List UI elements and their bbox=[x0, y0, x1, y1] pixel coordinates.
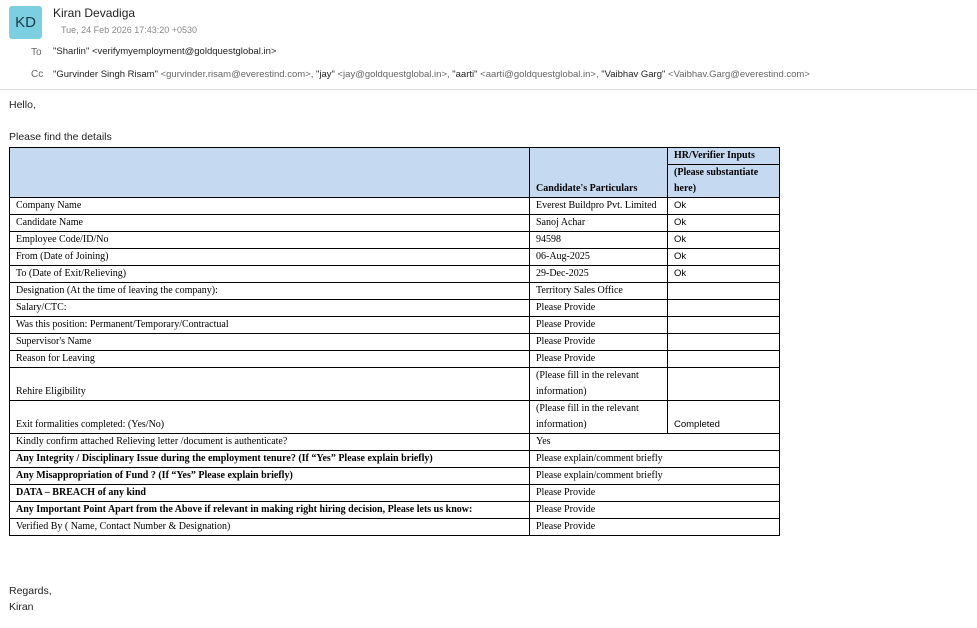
row-value: Please Provide bbox=[530, 351, 668, 368]
table-row bbox=[10, 468, 780, 485]
recipient-name[interactable]: "aarti" bbox=[452, 69, 478, 80]
row-value: Please Provide bbox=[530, 502, 780, 519]
row-value: Please Provide bbox=[530, 485, 780, 502]
intro-text: Please find the details bbox=[9, 131, 112, 143]
row-label: Any Integrity / Disciplinary Issue during the employment tenure? (If “Yes” Please explain briefly) bbox=[10, 451, 530, 468]
row-label: Rehire Eligibility bbox=[10, 368, 530, 401]
sender-name[interactable]: Kiran Devadiga bbox=[53, 6, 136, 20]
row-value: 29-Dec-2025 bbox=[530, 266, 668, 283]
header-hr-sub: (Please substantiate here) bbox=[668, 165, 780, 198]
row-value: Please explain/comment briefly bbox=[530, 451, 780, 468]
table-row bbox=[10, 451, 780, 468]
table-row bbox=[10, 434, 780, 451]
row-hr-input: Ok bbox=[668, 215, 780, 232]
table-row bbox=[10, 283, 780, 300]
to-label: To bbox=[31, 47, 42, 58]
row-hr-input: Ok bbox=[668, 249, 780, 266]
table-row bbox=[10, 485, 780, 502]
greeting: Hello, bbox=[9, 99, 36, 111]
row-hr-input bbox=[668, 317, 780, 334]
row-label: Verified By ( Name, Contact Number & Designation) bbox=[10, 519, 530, 536]
row-label: Any Misappropriation of Fund ? (If “Yes” Please explain briefly) bbox=[10, 468, 530, 485]
recipient-email: <aarti@goldquestglobal.in>, bbox=[477, 69, 602, 80]
row-hr-input bbox=[668, 351, 780, 368]
row-label: Designation (At the time of leaving the company): bbox=[10, 283, 530, 300]
table-row bbox=[10, 300, 780, 317]
table-row bbox=[10, 368, 780, 401]
row-value: Please Provide bbox=[530, 300, 668, 317]
row-hr-input: Completed bbox=[668, 401, 780, 434]
row-value: (Please fill in the relevant information) bbox=[530, 368, 668, 401]
row-value: Yes bbox=[530, 434, 780, 451]
table-row bbox=[10, 317, 780, 334]
row-label: To (Date of Exit/Relieving) bbox=[10, 266, 530, 283]
row-value: Please explain/comment briefly bbox=[530, 468, 780, 485]
row-label: From (Date of Joining) bbox=[10, 249, 530, 266]
recipient-name[interactable]: "Vaibhav Garg" bbox=[601, 69, 666, 80]
row-hr-input bbox=[668, 300, 780, 317]
row-label: Reason for Leaving bbox=[10, 351, 530, 368]
table-row bbox=[10, 249, 780, 266]
table-row bbox=[10, 351, 780, 368]
row-value: Please Provide bbox=[530, 519, 780, 536]
header-blank bbox=[10, 148, 530, 198]
row-label: Employee Code/ID/No bbox=[10, 232, 530, 249]
details-table bbox=[9, 147, 780, 536]
recipient-name[interactable]: "jay" bbox=[315, 69, 335, 80]
row-label: Candidate Name bbox=[10, 215, 530, 232]
table-row bbox=[10, 502, 780, 519]
row-label: Company Name bbox=[10, 198, 530, 215]
table-row bbox=[10, 519, 780, 536]
row-hr-input bbox=[668, 368, 780, 401]
row-value: Please Provide bbox=[530, 334, 668, 351]
row-label: Salary/CTC: bbox=[10, 300, 530, 317]
table-row bbox=[10, 198, 780, 215]
cc-label: Cc bbox=[31, 69, 44, 80]
row-value: Please Provide bbox=[530, 317, 668, 334]
row-hr-input bbox=[668, 334, 780, 351]
row-value: Sanoj Achar bbox=[530, 215, 668, 232]
avatar: KD bbox=[9, 6, 42, 39]
recipient-email: <gurvinder.risam@everestind.com>, bbox=[157, 69, 316, 80]
table-row bbox=[10, 232, 780, 249]
row-label: Was this position: Permanent/Temporary/Contractual bbox=[10, 317, 530, 334]
header-candidate: Candidate's Particulars bbox=[530, 148, 668, 198]
row-value: 06-Aug-2025 bbox=[530, 249, 668, 266]
recipient-email: <Vaibhav.Garg@everestind.com> bbox=[665, 69, 810, 80]
row-value: Everest Buildpro Pvt. Limited bbox=[530, 198, 668, 215]
row-value: Territory Sales Office bbox=[530, 283, 668, 300]
row-label: Supervisor's Name bbox=[10, 334, 530, 351]
cc-recipients bbox=[53, 69, 965, 80]
closing: Regards, bbox=[9, 585, 52, 597]
recipient-email: <verifymyemployment@goldquestglobal.in> bbox=[89, 46, 277, 57]
row-hr-input: Ok bbox=[668, 266, 780, 283]
row-label: Any Important Point Apart from the Above if relevant in making right hiring decision, Please lets us know: bbox=[10, 502, 530, 519]
table-row bbox=[10, 401, 780, 434]
row-label: Kindly confirm attached Relieving letter /document is authenticate? bbox=[10, 434, 530, 451]
table-row bbox=[10, 334, 780, 351]
email-header bbox=[0, 0, 977, 90]
row-hr-input: Ok bbox=[668, 232, 780, 249]
row-value: (Please fill in the relevant information) bbox=[530, 401, 668, 434]
row-value: 94598 bbox=[530, 232, 668, 249]
row-label: DATA – BREACH of any kind bbox=[10, 485, 530, 502]
email-date: Tue, 24 Feb 2026 17:43:20 +0530 bbox=[61, 25, 198, 35]
header-hr: HR/Verifier Inputs bbox=[668, 148, 780, 165]
recipient-name[interactable]: "Sharlin" bbox=[53, 46, 90, 57]
row-hr-input: Ok bbox=[668, 198, 780, 215]
table-row bbox=[10, 266, 780, 283]
recipient-email: <jay@goldquestglobal.in>, bbox=[334, 69, 453, 80]
row-hr-input bbox=[668, 283, 780, 300]
signature: Kiran bbox=[9, 601, 34, 613]
table-row bbox=[10, 215, 780, 232]
recipient-name[interactable]: "Gurvinder Singh Risam" bbox=[53, 69, 158, 80]
to-recipients bbox=[53, 46, 965, 57]
row-label: Exit formalities completed: (Yes/No) bbox=[10, 401, 530, 434]
